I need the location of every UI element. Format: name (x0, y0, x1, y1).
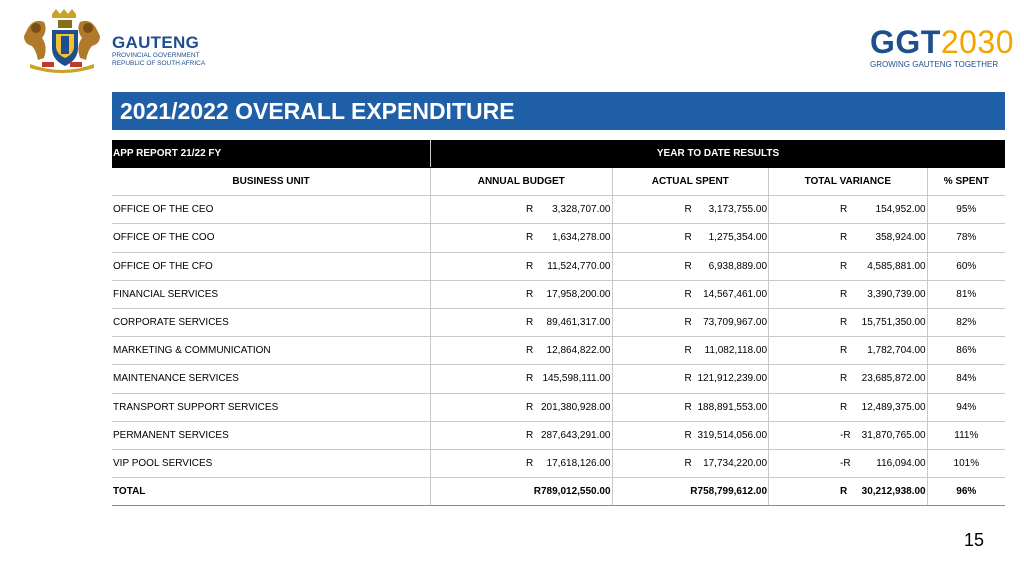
pct-spent-cell: 95% (927, 196, 1005, 224)
actual-spent-cell (612, 280, 769, 308)
pct-spent-cell: 60% (927, 252, 1005, 280)
variance-currency: R (840, 288, 848, 300)
actual-spent-cell (612, 393, 769, 421)
actual-value: 17,734,220.00 (703, 457, 768, 469)
variance-currency: R (840, 204, 848, 216)
variance-value: 116,094.00 (876, 457, 926, 469)
table-row (112, 252, 1005, 280)
annual-budget-cell (431, 280, 612, 308)
actual-currency: R (684, 288, 692, 300)
total-row (112, 478, 1005, 506)
page-number: 15 (964, 530, 985, 550)
total-pct: 96% (927, 478, 1005, 506)
budget-value: 145,598,111.00 (542, 373, 611, 385)
actual-currency: R (684, 204, 692, 216)
actual-value: 6,938,889.00 (708, 260, 768, 272)
table-row (112, 196, 1005, 224)
budget-currency: R (526, 232, 534, 244)
coat-of-arms-icon (16, 8, 108, 74)
col-header-business-unit: BUSINESS UNIT (112, 168, 431, 196)
actual-currency: R (684, 260, 692, 272)
budget-value: 11,524,770.00 (547, 260, 611, 272)
ggt-year: 2030 (940, 24, 1015, 60)
business-unit-cell: OFFICE OF THE COO (112, 224, 431, 252)
actual-value: 11,082,118.00 (704, 345, 768, 357)
actual-spent-cell (612, 252, 769, 280)
gauteng-logo (16, 8, 216, 74)
table-row (112, 365, 1005, 393)
annual-budget-cell (431, 224, 612, 252)
col-header-annual-budget: ANNUAL BUDGET (431, 168, 612, 196)
col-header-pct-spent: % SPENT (927, 168, 1005, 196)
total-variance-cell (769, 421, 928, 449)
table-banner-row (112, 140, 1005, 168)
table-row (112, 224, 1005, 252)
variance-value: 23,685,872.00 (861, 373, 926, 385)
table-row (112, 308, 1005, 336)
col-header-actual-spent: ACTUAL SPENT (612, 168, 769, 196)
annual-budget-cell (431, 308, 612, 336)
table-row (112, 337, 1005, 365)
actual-spent-cell (612, 308, 769, 336)
org-country: REPUBLIC OF SOUTH AFRICA (112, 60, 206, 67)
table-row (112, 393, 1005, 421)
pct-spent-cell: 86% (927, 337, 1005, 365)
table-row (112, 421, 1005, 449)
total-variance-cell (769, 252, 928, 280)
actual-currency: R (684, 232, 692, 244)
variance-value: 12,489,375.00 (861, 401, 926, 413)
business-unit-cell: OFFICE OF THE CFO (112, 252, 431, 280)
variance-value: 15,751,350.00 (861, 317, 926, 329)
variance-currency: R (840, 232, 848, 244)
pct-spent-cell: 81% (927, 280, 1005, 308)
report-label: APP REPORT 21/22 FY (112, 140, 431, 168)
annual-budget-cell (431, 252, 612, 280)
expenditure-table (112, 140, 1005, 506)
total-variance-cell (769, 280, 928, 308)
variance-currency: R (840, 373, 848, 385)
variance-currency: -R (840, 457, 851, 469)
actual-value: 3,173,755.00 (708, 204, 768, 216)
variance-value: 3,390,739.00 (867, 288, 926, 300)
annual-budget-cell (431, 393, 612, 421)
variance-currency: -R (840, 429, 851, 441)
business-unit-cell: TRANSPORT SUPPORT SERVICES (112, 393, 431, 421)
actual-spent-cell (612, 421, 769, 449)
annual-budget-cell (431, 196, 612, 224)
ggt-letters: GGT (870, 24, 941, 60)
pct-spent-cell: 101% (927, 449, 1005, 477)
actual-currency: R (684, 317, 692, 329)
total-variance-currency: R (840, 486, 848, 498)
pct-spent-cell: 78% (927, 224, 1005, 252)
variance-currency: R (840, 317, 848, 329)
budget-currency: R (526, 317, 534, 329)
org-subtitle: PROVINCIAL GOVERNMENT (112, 52, 200, 59)
annual-budget-cell (431, 365, 612, 393)
annual-budget-cell (431, 421, 612, 449)
total-variance-cell (769, 337, 928, 365)
page-title: 2021/2022 OVERALL EXPENDITURE (120, 98, 515, 124)
budget-currency: R (526, 260, 534, 272)
ggt-tagline: GROWING GAUTENG TOGETHER (870, 60, 999, 69)
actual-value: 319,514,056.00 (697, 429, 768, 441)
variance-value: 154,952.00 (875, 204, 926, 216)
budget-currency: R (526, 429, 534, 441)
column-header-row (112, 168, 1005, 196)
total-variance-cell (769, 224, 928, 252)
title-bar (112, 92, 1005, 130)
budget-currency: R (526, 204, 534, 216)
business-unit-cell: MAINTENANCE SERVICES (112, 365, 431, 393)
actual-currency: R (684, 345, 692, 357)
budget-currency: R (526, 401, 534, 413)
col-header-total-variance: TOTAL VARIANCE (769, 168, 928, 196)
actual-value: 1,275,354.00 (708, 232, 768, 244)
ggt2030-logo (870, 24, 1015, 70)
budget-currency: R (526, 373, 534, 385)
budget-value: 201,380,928.00 (540, 401, 611, 413)
business-unit-cell: OFFICE OF THE CEO (112, 196, 431, 224)
budget-currency: R (526, 288, 534, 300)
actual-spent-cell (612, 337, 769, 365)
variance-value: 31,870,765.00 (861, 429, 926, 441)
business-unit-cell: VIP POOL SERVICES (112, 449, 431, 477)
actual-currency: R (684, 457, 692, 469)
pct-spent-cell: 82% (927, 308, 1005, 336)
budget-value: 17,958,200.00 (546, 288, 611, 300)
actual-value: 73,709,967.00 (703, 317, 768, 329)
total-variance (769, 478, 928, 506)
pct-spent-cell: 94% (927, 393, 1005, 421)
business-unit-cell: FINANCIAL SERVICES (112, 280, 431, 308)
actual-spent-cell (612, 449, 769, 477)
variance-currency: R (840, 401, 848, 413)
actual-value: 121,912,239.00 (697, 373, 768, 385)
total-variance-cell (769, 308, 928, 336)
actual-currency: R (684, 401, 692, 413)
total-variance-cell (769, 365, 928, 393)
total-budget: R789,012,550.00 (431, 478, 612, 506)
actual-spent-cell (612, 365, 769, 393)
budget-value: 3,328,707.00 (552, 204, 611, 216)
total-variance-cell (769, 449, 928, 477)
total-actual: R758,799,612.00 (612, 478, 769, 506)
budget-currency: R (526, 457, 534, 469)
actual-value: 188,891,553.00 (697, 401, 768, 413)
total-variance-cell (769, 393, 928, 421)
budget-value: 287,643,291.00 (540, 429, 611, 441)
variance-value: 1,782,704.00 (867, 345, 926, 357)
business-unit-cell: PERMANENT SERVICES (112, 421, 431, 449)
actual-currency: R (684, 373, 692, 385)
actual-spent-cell (612, 196, 769, 224)
actual-value: 14,567,461.00 (703, 288, 768, 300)
total-variance-cell (769, 196, 928, 224)
table-row (112, 280, 1005, 308)
pct-spent-cell: 111% (927, 421, 1005, 449)
budget-currency: R (526, 345, 534, 357)
business-unit-cell: MARKETING & COMMUNICATION (112, 337, 431, 365)
variance-currency: R (840, 260, 848, 272)
table-row (112, 449, 1005, 477)
total-label: TOTAL (112, 478, 431, 506)
budget-value: 89,461,317.00 (546, 317, 611, 329)
business-unit-cell: CORPORATE SERVICES (112, 308, 431, 336)
ytd-label: YEAR TO DATE RESULTS (431, 140, 1005, 168)
pct-spent-cell: 84% (927, 365, 1005, 393)
variance-currency: R (840, 345, 848, 357)
org-name: GAUTENG (112, 33, 200, 52)
actual-spent-cell (612, 224, 769, 252)
budget-value: 17,618,126.00 (546, 457, 611, 469)
variance-value: 4,585,881.00 (867, 260, 926, 272)
variance-value: 358,924.00 (875, 232, 926, 244)
budget-value: 12,864,822.00 (546, 345, 611, 357)
annual-budget-cell (431, 449, 612, 477)
actual-currency: R (684, 429, 692, 441)
total-variance-value: 30,212,938.00 (861, 486, 926, 498)
annual-budget-cell (431, 337, 612, 365)
budget-value: 1,634,278.00 (552, 232, 611, 244)
